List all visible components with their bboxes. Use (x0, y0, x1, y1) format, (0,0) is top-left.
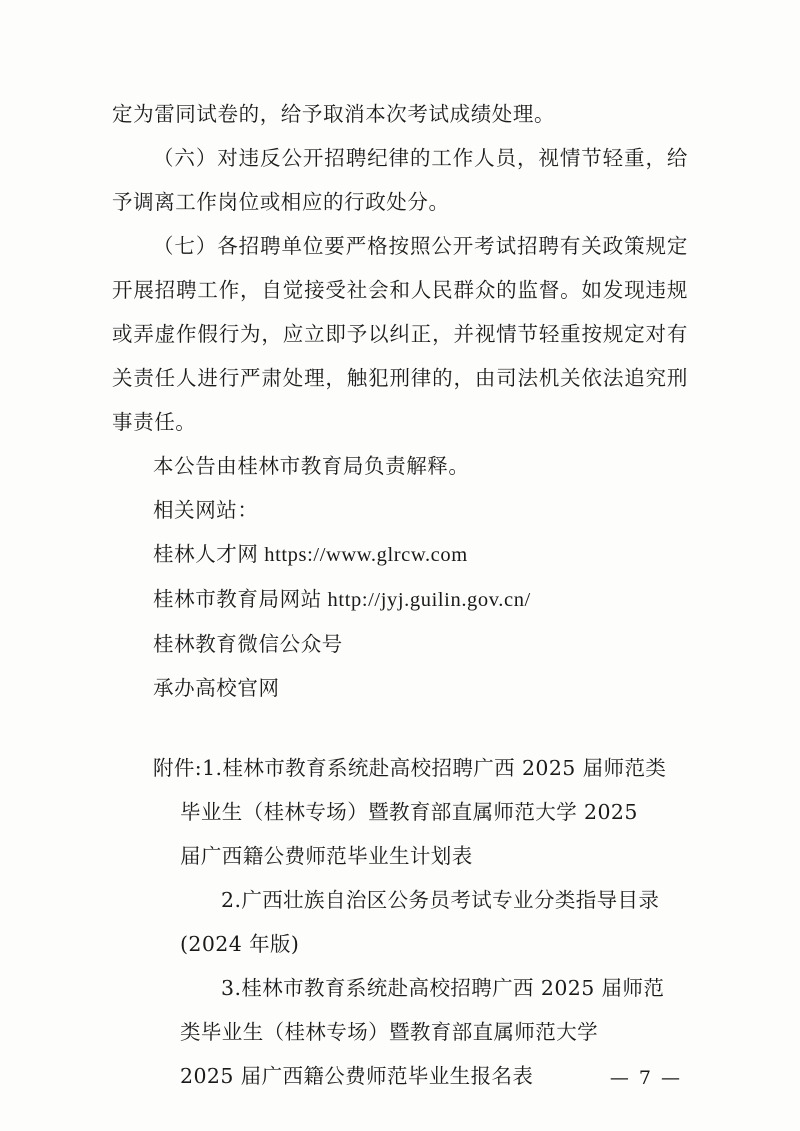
attachment-item-3 (112, 966, 688, 1010)
paragraph-continuation: 定为雷同试卷的，给予取消本次考试成绩处理。 (112, 102, 556, 126)
attachment-number-3: 3. (221, 976, 242, 1000)
attachment-line-3-2: 类毕业生（桂林专场）暨教育部直属师范大学 (180, 1020, 598, 1044)
attachment-item-1 (112, 746, 688, 790)
website-url-glrcw[interactable]: https://www.glrcw.com (264, 544, 468, 566)
attachment-line-2-1: 广西壮族自治区公务员考试专业分类指导目录 (241, 888, 660, 912)
website-label-wechat: 桂林教育微信公众号 (153, 632, 343, 656)
page-number: — 7 — (609, 1067, 682, 1089)
attachment-line-1-2: 毕业生（桂林专场）暨教育部直属师范大学 2025 (180, 800, 638, 824)
attachment-line-1-3: 届广西籍公费师范毕业生计划表 (180, 844, 473, 868)
website-label-university: 承办高校官网 (153, 676, 280, 700)
attachment-number-1: 1. (202, 756, 223, 780)
attachment-line-1-1: 桂林市教育系统赴高校招聘广西 2025 届师范类 (222, 756, 667, 780)
website-line-glrcw (112, 532, 688, 577)
attachment-line-3-1: 桂林市教育系统赴高校招聘广西 2025 届师范 (241, 976, 665, 1000)
document-body (112, 92, 688, 1098)
website-line-jyj (112, 577, 688, 622)
website-line-wechat (112, 622, 688, 666)
paragraph-item-7: （七）各招聘单位要严格按照公开考试招聘有关政策规定开展招聘工作，自觉接受社会和人民群众的监督。如发现违规或弄虚作假行为，应立即予以纠正，并视情节轻重按规定对有关责任人进行严肃处理，触犯刑律的，由司法机关依法追究刑事责任。 (112, 234, 688, 434)
attachments-label: 附件: (153, 756, 203, 780)
attachment-item-2 (112, 878, 688, 922)
section-spacer (112, 710, 688, 746)
website-label-jyj: 桂林市教育局网站 (153, 587, 322, 611)
attachments-section (112, 746, 688, 1098)
paragraph-websites-label: 相关网站： (153, 498, 259, 522)
attachment-line-3-3: 2025 届广西籍公费师范毕业生报名表 (180, 1064, 534, 1088)
paragraph-interpretation: 本公告由桂林市教育局负责解释。 (153, 454, 470, 478)
website-line-university (112, 666, 688, 710)
website-url-jyj[interactable]: http://jyj.guilin.gov.cn/ (327, 589, 531, 611)
related-websites-list (112, 532, 688, 710)
attachment-line-2-2: (2024 年版) (180, 932, 300, 956)
website-label-glrcw: 桂林人才网 (153, 542, 259, 566)
paragraph-item-6: （六）对违反公开招聘纪律的工作人员，视情节轻重，给予调离工作岗位或相应的行政处分。 (112, 146, 688, 214)
attachment-number-2: 2. (221, 888, 242, 912)
